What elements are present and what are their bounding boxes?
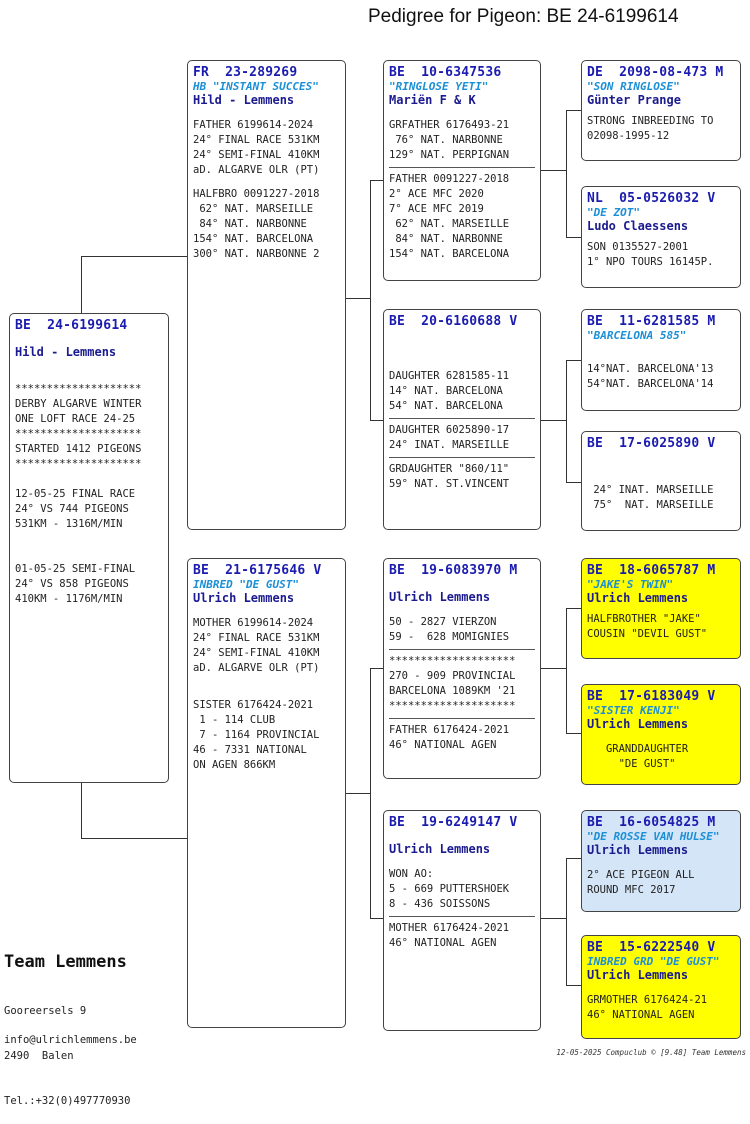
ff-line: 62° NAT. MARSEILLE: [389, 218, 510, 230]
subject-line: [15, 547, 163, 562]
connector-line: [566, 608, 567, 733]
fmf-line: 14°NAT. BARCELONA'13: [587, 363, 714, 375]
fmf-line: 54°NAT. BARCELONA'14: [587, 378, 714, 390]
mf-line: 46° NATIONAL AGEN: [389, 739, 497, 751]
mmf-owner: Ulrich Lemmens: [587, 843, 689, 857]
connector-line: [566, 482, 581, 483]
mfm-line: "DE GUST": [587, 758, 676, 770]
father-line: 24° SEMI-FINAL 410KM: [193, 149, 320, 161]
mother-name: INBRED "DE GUST": [193, 578, 299, 591]
mmm-line: 46° NATIONAL AGEN: [587, 1009, 695, 1021]
fm-line: 14° NAT. BARCELONA: [389, 385, 503, 397]
mother-line: aD. ALGARVE OLR (PT): [193, 662, 320, 674]
address-line: Gooreersels 9: [4, 1005, 87, 1017]
mm-owner: Ulrich Lemmens: [389, 842, 491, 856]
mff-line: COUSIN "DEVIL GUST": [587, 628, 708, 640]
fff-card: [581, 60, 741, 161]
mm-card: [383, 810, 541, 1031]
connector-line: [346, 793, 370, 794]
father-owner: Hild - Lemmens: [193, 93, 295, 107]
subject-line: 01-05-25 SEMI-FINAL: [15, 563, 136, 575]
team-name: Team Lemmens: [4, 952, 127, 972]
connector-line: [566, 110, 567, 237]
fmm-line: 75° NAT. MARSEILLE: [587, 499, 714, 511]
footer-credit: 12-05-2025 Compuclub © [9.48] Team Lemmens: [556, 1048, 746, 1057]
father-line: HALFBRO 0091227-2018: [193, 188, 320, 200]
ff-line: 129° NAT. PERPIGNAN: [389, 149, 510, 161]
ffm-card: [581, 186, 741, 288]
fm-ring: BE 20-6160688 V: [389, 314, 518, 329]
fff-line: 02098-1995-12: [587, 130, 670, 142]
fff-line: STRONG INBREEDING TO: [587, 115, 714, 127]
connector-line: [370, 668, 383, 669]
connector-line: [541, 170, 566, 171]
ffm-name: "DE ZOT": [587, 206, 640, 219]
mm-line: MOTHER 6176424-2021: [389, 922, 510, 934]
mf-line: ********************: [389, 700, 516, 712]
father-line: 24° FINAL RACE 531KM: [193, 134, 320, 146]
mm-line: 8 - 436 SOISSONS: [389, 898, 491, 910]
subject-ring: BE 24-6199614: [15, 318, 128, 333]
mmf-line: ROUND MFC 2017: [587, 884, 676, 896]
mff-card: [581, 558, 741, 659]
father-line: FATHER 6199614-2024: [193, 119, 314, 131]
connector-line: [346, 298, 370, 299]
mother-card: [187, 558, 346, 1028]
connector-line: [541, 668, 566, 669]
ff-line: 2° ACE MFC 2020: [389, 188, 484, 200]
fff-ring: DE 2098-08-473 M: [587, 65, 724, 80]
fm-card: [383, 309, 541, 530]
connector-line: [81, 256, 82, 313]
connector-line: [566, 110, 581, 111]
mmf-name: "DE ROSSE VAN HULSE": [587, 830, 720, 843]
divider: [389, 649, 535, 650]
mm-line: 5 - 669 PUTTERSHOEK: [389, 883, 510, 895]
connector-line: [566, 985, 581, 986]
fmm-card: [581, 431, 741, 531]
subject-line: ********************: [15, 458, 142, 470]
mmm-line: GRMOTHER 6176424-21: [587, 994, 708, 1006]
subject-line: STARTED 1412 PIGEONS: [15, 443, 142, 455]
connector-line: [566, 858, 581, 859]
ff-name: "RINGLOSE YETI": [389, 80, 489, 93]
mfm-line: GRANDDAUGHTER: [587, 743, 689, 755]
mf-ring: BE 19-6083970 M: [389, 563, 518, 578]
divider: [389, 418, 535, 419]
mff-owner: Ulrich Lemmens: [587, 591, 689, 605]
divider: [389, 916, 535, 917]
fff-name: "SON RINGLOSE": [587, 80, 680, 93]
fmf-name: "BARCELONA 585": [587, 329, 687, 342]
connector-line: [541, 420, 566, 421]
connector-line: [566, 608, 581, 609]
connector-line: [370, 180, 383, 181]
father-line: 84° NAT. NARBONNE: [193, 218, 307, 230]
subject-line: 24° VS 858 PIGEONS: [15, 578, 129, 590]
subject-line: [15, 472, 163, 487]
fm-line: DAUGHTER 6281585-11: [389, 370, 510, 382]
mother-ring: BE 21-6175646 V: [193, 563, 322, 578]
father-line: 62° NAT. MARSEILLE: [193, 203, 314, 215]
ff-line: FATHER 0091227-2018: [389, 173, 510, 185]
connector-line: [81, 782, 82, 838]
connector-line: [370, 180, 371, 420]
mmm-card: [581, 935, 741, 1039]
connector-line: [566, 360, 581, 361]
fm-line: 54° NAT. BARCELONA: [389, 400, 503, 412]
connector-line: [81, 256, 187, 257]
mother-line: 46 - 7331 NATIONAL: [193, 744, 307, 756]
mf-line: 59 - 628 MOMIGNIES: [389, 631, 510, 643]
mmf-ring: BE 16-6054825 M: [587, 815, 716, 830]
connector-line: [566, 360, 567, 482]
ffm-line: 1° NPO TOURS 16145P.: [587, 256, 714, 268]
page-title: Pedigree for Pigeon: BE 24-6199614: [368, 6, 679, 27]
mm-line: 46° NATIONAL AGEN: [389, 937, 497, 949]
fmm-ring: BE 17-6025890 V: [587, 436, 716, 451]
mmf-line: 2° ACE PIGEON ALL: [587, 869, 695, 881]
subject-line: 531KM - 1316M/MIN: [15, 518, 123, 530]
mff-name: "JAKE'S TWIN": [587, 578, 674, 591]
father-line: 154° NAT. BARCELONA: [193, 233, 314, 245]
fm-line: DAUGHTER 6025890-17: [389, 424, 510, 436]
mfm-name: "SISTER KENJI": [587, 704, 680, 717]
mfm-owner: Ulrich Lemmens: [587, 717, 689, 731]
father-line: aD. ALGARVE OLR (PT): [193, 164, 320, 176]
ff-line: 84° NAT. NARBONNE: [389, 233, 503, 245]
subject-line: 12-05-25 FINAL RACE: [15, 488, 136, 500]
mf-line: FATHER 6176424-2021: [389, 724, 510, 736]
connector-line: [566, 858, 567, 985]
ffm-ring: NL 05-0526032 V: [587, 191, 716, 206]
ff-ring: BE 10-6347536: [389, 65, 502, 80]
fmm-line: 24° INAT. MARSEILLE: [587, 484, 714, 496]
father-card: [187, 60, 346, 530]
father-name: HB "INSTANT SUCCES": [193, 80, 319, 93]
mmm-owner: Ulrich Lemmens: [587, 968, 689, 982]
father-line: 300° NAT. NARBONNE 2: [193, 248, 320, 260]
mother-line: 7 - 1164 PROVINCIAL: [193, 729, 320, 741]
divider: [389, 167, 535, 168]
mfm-card: [581, 684, 741, 785]
divider: [389, 457, 535, 458]
mmm-name: INBRED GRD "DE GUST": [587, 955, 720, 968]
ffm-owner: Ludo Claessens: [587, 219, 689, 233]
ff-line: 76° NAT. NARBONNE: [389, 134, 503, 146]
mother-line: MOTHER 6199614-2024: [193, 617, 314, 629]
mf-line: BARCELONA 1089KM '21: [389, 685, 516, 697]
subject-line: [15, 532, 163, 547]
mother-line: 24° SEMI-FINAL 410KM: [193, 647, 320, 659]
fm-line: 24° INAT. MARSEILLE: [389, 439, 510, 451]
subject-line: ********************: [15, 428, 142, 440]
mother-line: 1 - 114 CLUB: [193, 714, 276, 726]
subject-line: 410KM - 1176M/MIN: [15, 593, 123, 605]
mf-card: [383, 558, 541, 779]
ff-owner: Mariën F & K: [389, 93, 476, 107]
subject-line: 24° VS 744 PIGEONS: [15, 503, 129, 515]
subject-line: ********************: [15, 383, 142, 395]
ff-line: 154° NAT. BARCELONA: [389, 248, 510, 260]
subject-owner: Hild - Lemmens: [15, 345, 117, 359]
fm-line: GRDAUGHTER "860/11": [389, 463, 510, 475]
team-address: [4, 974, 130, 1124]
connector-line: [370, 420, 383, 421]
fmf-ring: BE 11-6281585 M: [587, 314, 716, 329]
address-line: 2490 Balen: [4, 1050, 74, 1062]
mff-ring: BE 18-6065787 M: [587, 563, 716, 578]
mother-owner: Ulrich Lemmens: [193, 591, 295, 605]
mm-ring: BE 19-6249147 V: [389, 815, 518, 830]
mother-line: ON AGEN 866KM: [193, 759, 276, 771]
connector-line: [370, 668, 371, 918]
fff-owner: Günter Prange: [587, 93, 681, 107]
fmf-card: [581, 309, 741, 411]
ff-line: GRFATHER 6176493-21: [389, 119, 510, 131]
connector-line: [566, 237, 581, 238]
mother-line: 24° FINAL RACE 531KM: [193, 632, 320, 644]
mff-line: HALFBROTHER "JAKE": [587, 613, 701, 625]
subject-pigeon-card: [9, 313, 169, 783]
connector-line: [370, 918, 383, 919]
ffm-line: SON 0135527-2001: [587, 241, 689, 253]
mmf-card: [581, 810, 741, 912]
subject-line: ONE LOFT RACE 24-25: [15, 413, 136, 425]
mother-line: SISTER 6176424-2021: [193, 699, 314, 711]
mf-line: 270 - 909 PROVINCIAL: [389, 670, 516, 682]
address-line: Tel.:+32(0)497770930: [4, 1095, 131, 1107]
mfm-ring: BE 17-6183049 V: [587, 689, 716, 704]
fm-line: 59° NAT. ST.VINCENT: [389, 478, 510, 490]
mf-line: 50 - 2827 VIERZON: [389, 616, 497, 628]
connector-line: [541, 918, 566, 919]
mmm-ring: BE 15-6222540 V: [587, 940, 716, 955]
subject-line: DERBY ALGARVE WINTER: [15, 398, 142, 410]
mf-owner: Ulrich Lemmens: [389, 590, 491, 604]
mf-line: ********************: [389, 655, 516, 667]
father-ring: FR 23-289269: [193, 65, 298, 80]
mm-line: WON AO:: [389, 868, 434, 880]
connector-line: [566, 733, 581, 734]
connector-line: [81, 838, 187, 839]
divider: [389, 718, 535, 719]
ff-card: [383, 60, 541, 281]
ff-line: 7° ACE MFC 2019: [389, 203, 484, 215]
team-email[interactable]: info@ulrichlemmens.be: [4, 1034, 137, 1046]
